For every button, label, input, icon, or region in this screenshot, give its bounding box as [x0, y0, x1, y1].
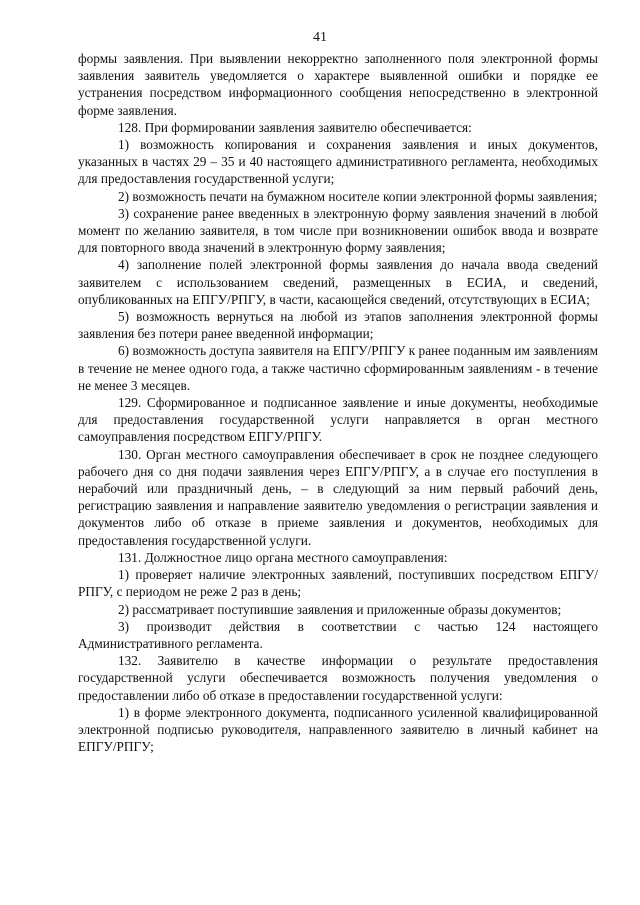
paragraph-132-item-1: 1) в форме электронного документа, подписанного усиленной квалифицированной электронной подписью руководителя, направленного заявителю в личный кабинет на ЕПГУ/РПГУ;: [78, 704, 598, 755]
paragraph-128: 128. При формировании заявления заявителю обеспечивается:: [118, 119, 472, 135]
paragraph-131-item-3: 3) производит действия в соответствии с частью 124 настоящего Административного регламента.: [78, 618, 598, 651]
paragraph-132: 132. Заявителю в качестве информации о результате предоставления государственной услуги обеспечивается возможность получения уведомления о предоставлении либо об отказе в предоставлении государственной услуги:: [78, 653, 598, 703]
paragraph-131-item-2: 2) рассматривает поступившие заявления и приложенные образы документов;: [118, 601, 562, 617]
paragraph-129: 129. Сформированное и подписанное заявление и иные документы, необходимые для предоставления государственной услуги направляется в орган местного самоуправления посредством ЕПГУ/РПГУ.: [78, 395, 598, 445]
paragraph-continuation: формы заявления. При выявлении некорректно заполненного поля электронной формы заявления заявитель уведомляется о характере выявленной ошибки и порядке ее устранения посредством информационного сообщения непосредственно в электронной форме заявления.: [78, 51, 598, 118]
paragraph-128-item-3: 3) сохранение ранее введенных в электронную форму заявления значений в любой момент по желанию заявителя, в том числе при возникновении ошибок ввода и возврате для повторного ввода значений в электронную форму заявления;: [78, 205, 598, 256]
paragraph-130: 130. Орган местного самоуправления обеспечивает в срок не позднее следующего рабочего дня со дня подачи заявления через ЕПГУ/РПГУ, а в случае его поступления в нерабочий или праздничный день, – в следующий за ним первый рабочий день, регистрацию заявления и направление заявителю уведомления о регистрации заявления и документов либо об отказе в приеме заявления и документов, необходимых для предоставления государственной услуги.: [78, 446, 598, 548]
paragraph-128-item-6: 6) возможность доступа заявителя на ЕПГУ/РПГУ к ранее поданным им заявлениям в течение не менее одного года, а также частично сформированным заявлениям - в течение не менее 3 месяцев.: [78, 343, 598, 393]
paragraph-128-item-4: 4) заполнение полей электронной формы заявления до начала ввода сведений заявителем с использованием сведений, размещенных в ЕСИА, и сведений, опубликованных на ЕПГУ/РПГУ, в части, касающейся сведений, отсутствующих в ЕСИА;: [78, 257, 598, 307]
paragraph-128-item-1: 1) возможность копирования и сохранения заявления и иных документов, указанных в частях 29 – 35 и 40 настоящего административного регламента, необходимых для предоставления государственной услуги;: [78, 137, 598, 187]
page-body: [78, 50, 598, 755]
paragraph-131: 131. Должностное лицо органа местного самоуправления:: [118, 549, 448, 565]
paragraph-128-item-5: 5) возможность вернуться на любой из этапов заполнения электронной формы заявления без потери ранее введенной информации;: [78, 309, 598, 342]
paragraph-128-item-2: 2) возможность печати на бумажном носителе копии электронной формы заявления;: [118, 188, 598, 204]
page-number: 41: [313, 30, 327, 45]
paragraph-131-item-1: 1) проверяет наличие электронных заявлений, поступивших посредством ЕПГУ/РПГУ, с периодом не реже 2 раз в день;: [78, 567, 598, 600]
